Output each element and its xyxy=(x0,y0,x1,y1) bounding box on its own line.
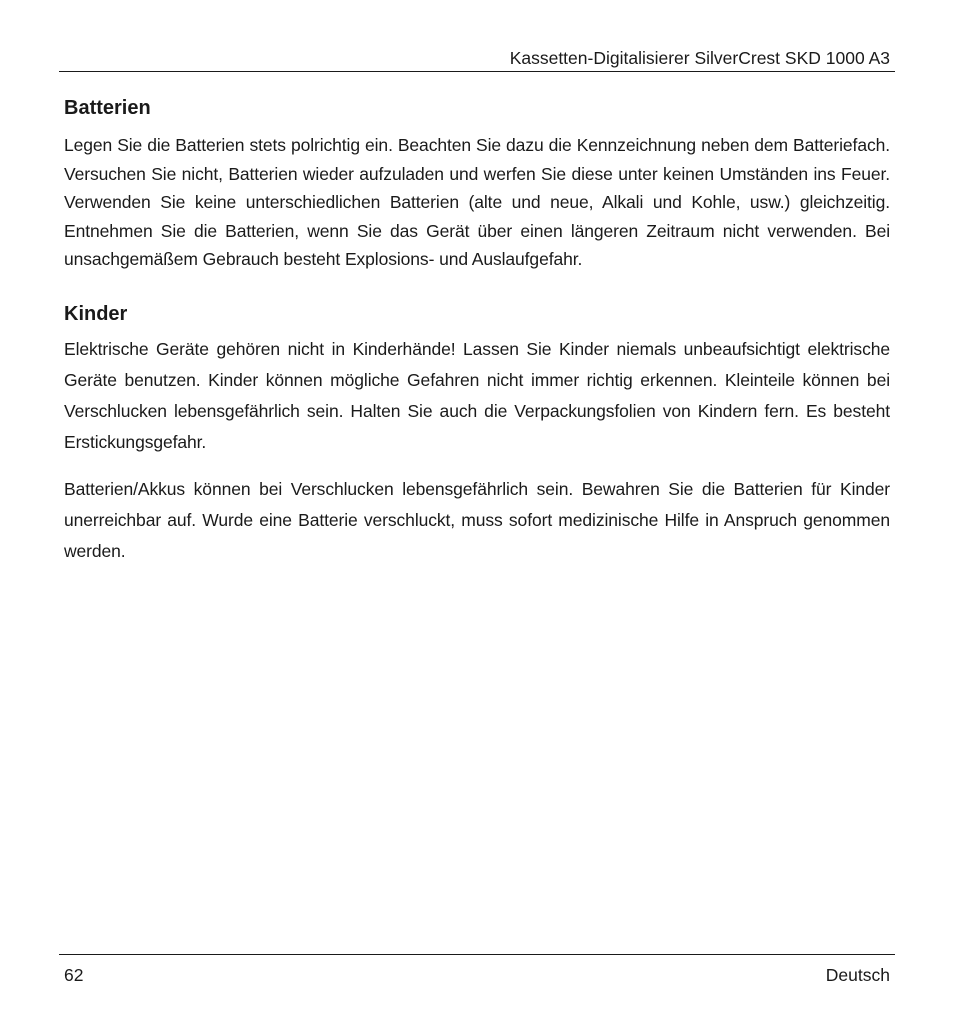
page-content xyxy=(64,94,890,567)
section-heading-kinder: Kinder xyxy=(64,302,128,325)
kinder-paragraph-1: Elektrische Geräte gehören nicht in Kinderhände! Lassen Sie Kinder niemals unbeaufsichtigt elektrische Geräte benutzen. Kinder können mögliche Gefahren nicht immer richtig erkennen. Kleinteile können bei Verschlucken lebensgefährlich sein. Halten Sie auch die Verpackungsfolien von Kindern fern. Es besteht Erstickungsgefahr. xyxy=(64,338,890,452)
page-number: 62 xyxy=(64,965,84,985)
batterien-paragraph: Legen Sie die Batterien stets polrichtig ein. Beachten Sie dazu die Kennzeichnung neben dem Batteriefach. Versuchen Sie nicht, Batterien wieder aufzuladen und werfen Sie diese unter keinen Umständen ins Feuer. Verwenden Sie keine unterschiedlichen Batterien (alte und neue, Alkali und Kohle, usw.) gleichzeitig. Entnehmen Sie die Batterien, wenn Sie das Gerät über einen längeren Zeitraum nicht verwenden. Bei unsachgemäßem Gebrauch besteht Explosions- und Auslaufgefahr. xyxy=(64,135,890,270)
footer-language: Deutsch xyxy=(825,965,890,985)
footer-rule xyxy=(59,954,895,955)
kinder-paragraph-2: Batterien/Akkus können bei Verschlucken lebensgefährlich sein. Bewahren Sie die Batterien für Kinder unerreichbar auf. Wurde eine Batterie verschluckt, muss sofort medizinische Hilfe in Anspruch genommen werden. xyxy=(64,478,890,561)
document-header-title: Kassetten-Digitalisierer SilverCrest SKD 1000 A3 xyxy=(509,48,890,68)
header-rule xyxy=(59,71,895,72)
section-heading-batterien: Batterien xyxy=(64,97,151,119)
